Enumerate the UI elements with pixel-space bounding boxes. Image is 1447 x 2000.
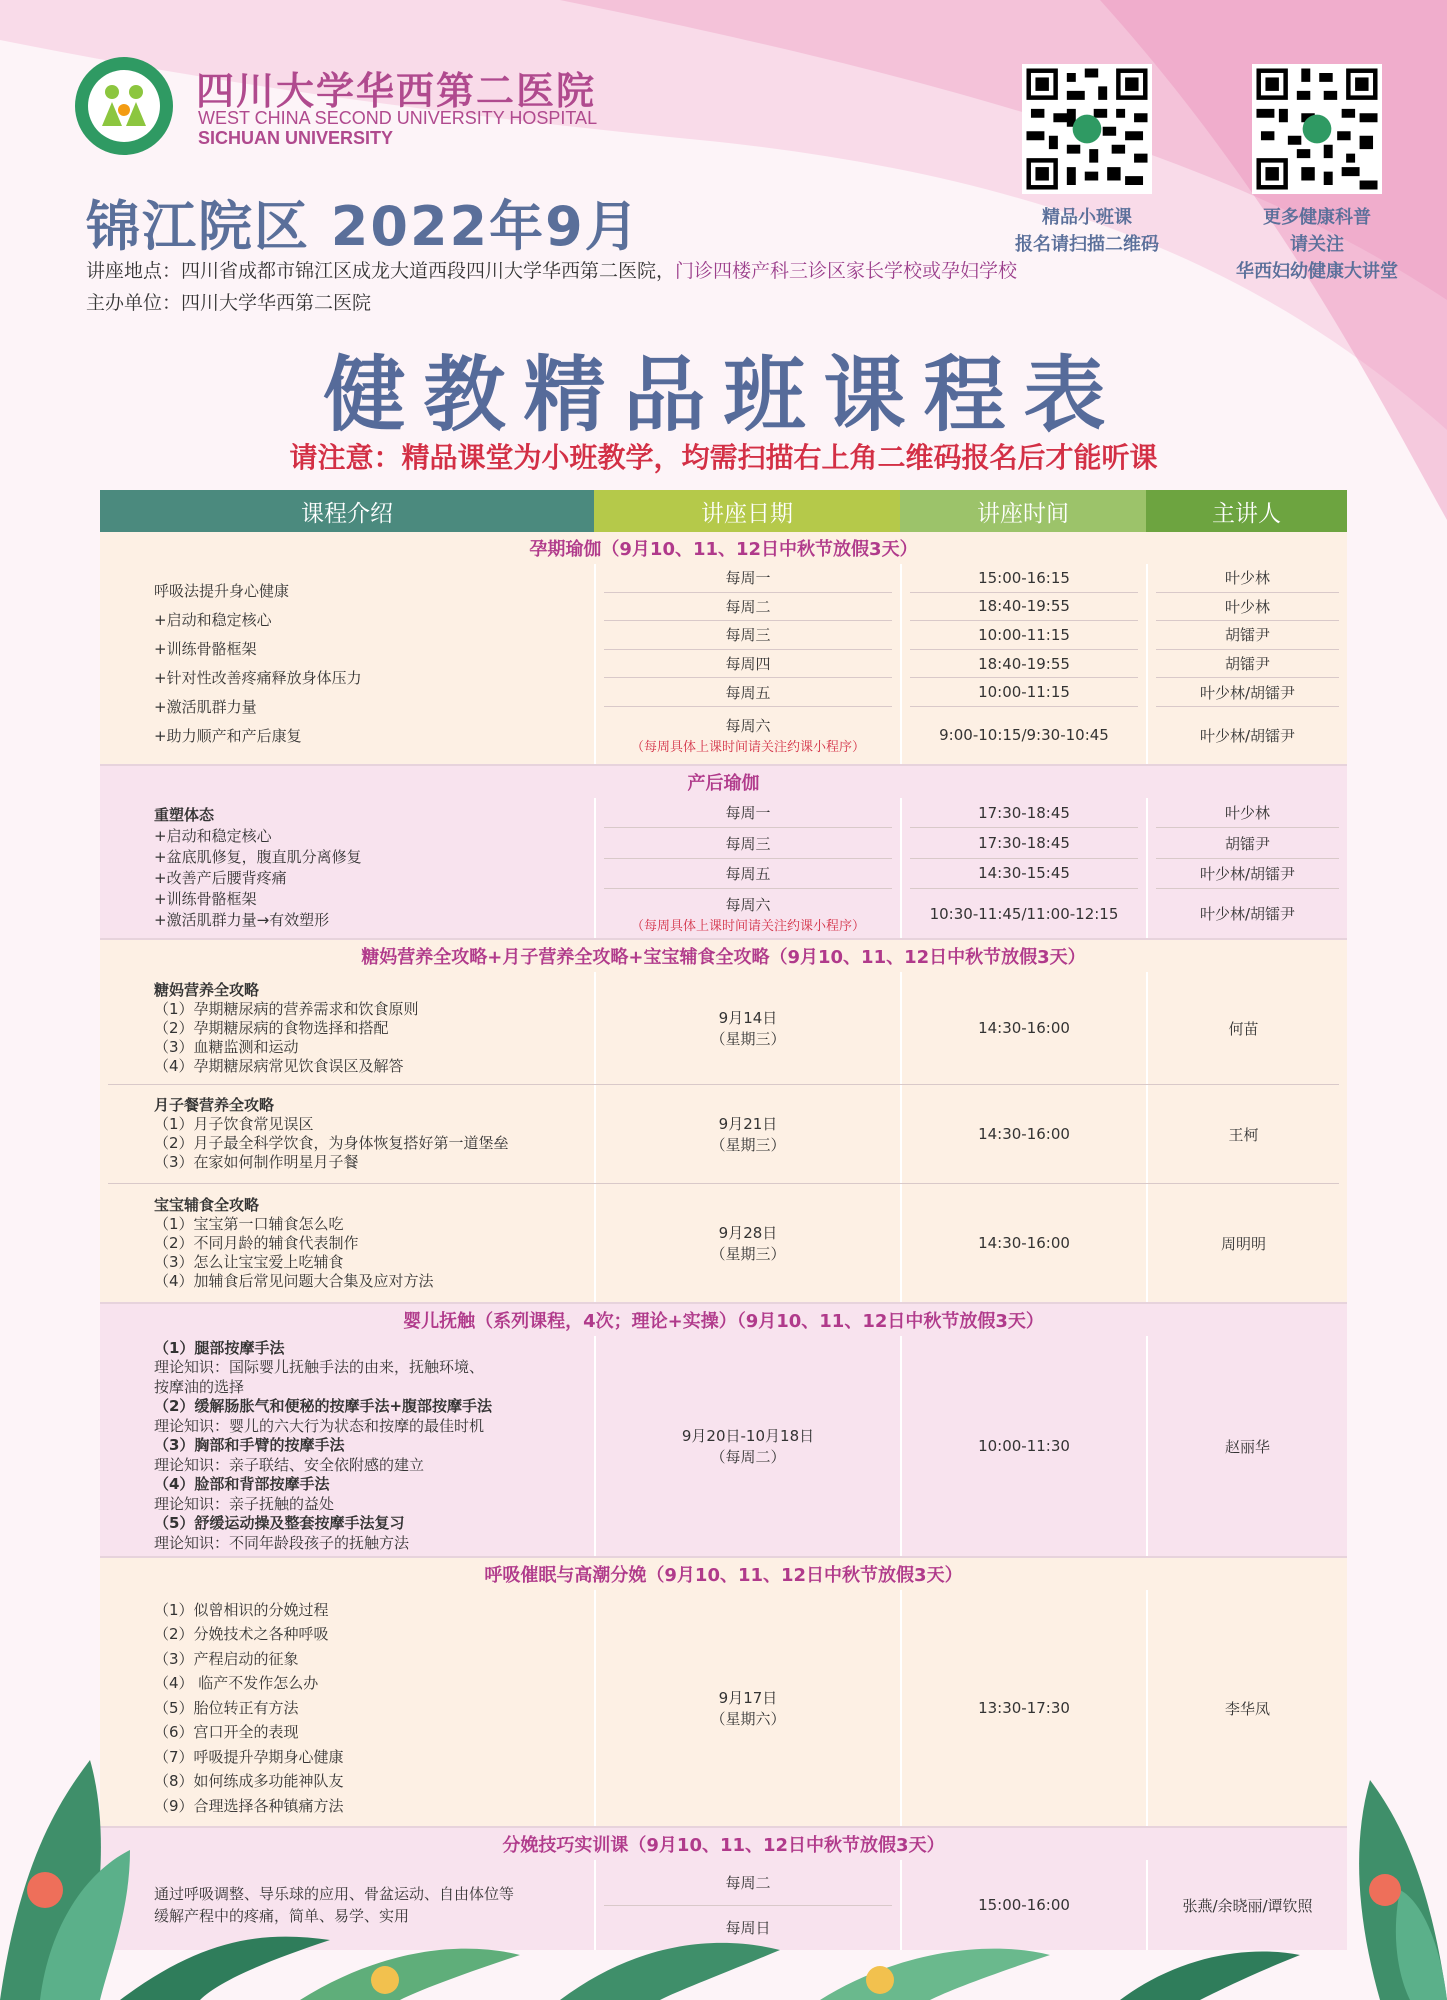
intro-line: （3）在家如何制作明星月子餐 — [154, 1153, 359, 1171]
date-cell: 每周日 — [725, 1919, 771, 1938]
intro-line: （1）月子饮食常见误区 — [154, 1115, 314, 1133]
speaker-cell: 赵丽华 — [1146, 1336, 1347, 1556]
intro-line: （9）合理选择各种镇痛方法 — [154, 1796, 344, 1815]
intro-line: +改善产后腰背疼痛 — [154, 869, 287, 887]
date-text: 9月21日 — [718, 1115, 778, 1133]
hospital-logo — [74, 56, 174, 156]
qr-caption-line: 更多健康科普 — [1263, 207, 1371, 228]
date-text: 每周六 — [725, 717, 771, 736]
intro-line: （2）孕期糖尿病的食物选择和搭配 — [154, 1018, 389, 1037]
section-title: 呼吸催眠与高潮分娩（9月10、11、12日中秋节放假3天） — [484, 1565, 963, 1586]
date-text: 9月14日 — [718, 1009, 778, 1027]
date-cell — [594, 1184, 900, 1302]
section-title: 分娩技巧实训课（9月10、11、12日中秋节放假3天） — [502, 1835, 945, 1856]
date-cell — [604, 707, 892, 764]
venue-highlight: 门诊四楼产科三诊区家长学校或孕妇学校 — [675, 260, 1018, 282]
hospital-name-cn: 四川大学华西第二医院 — [196, 69, 597, 113]
course-intro — [108, 972, 594, 1084]
course-intro — [100, 798, 594, 938]
intro-heading: 重塑体态 — [154, 806, 215, 824]
header-speaker: 主讲人 — [1146, 490, 1347, 532]
intro-line: （3）产程启动的征象 — [154, 1649, 299, 1668]
time-column — [900, 564, 1146, 764]
weekday-text: （星期六） — [710, 1710, 786, 1728]
time-cell: 10:30-11:45/11:00-12:15 — [929, 904, 1119, 923]
date-cell: 每周三 — [604, 828, 892, 858]
section-title: 孕期瑜伽（9月10、11、12日中秋节放假3天） — [529, 539, 918, 560]
weekday-text: （星期三） — [710, 1136, 786, 1154]
intro-line: （2）月子最全科学饮食，为身体恢复搭好第一道堡垒 — [154, 1134, 509, 1152]
signup-qr-code[interactable] — [1022, 64, 1152, 194]
speaker-cell: 叶少林/胡镭尹 — [1156, 859, 1339, 889]
speaker-cell: 王柯 — [1146, 1085, 1339, 1183]
speaker-cell: 张燕/余晓丽/谭钦照 — [1146, 1860, 1347, 1950]
hospital-name-en: WEST CHINA SECOND UNIVERSITY HOSPITAL — [198, 108, 598, 128]
wechat-qr-code[interactable] — [1252, 64, 1382, 194]
intro-line: （5）舒缓运动操及整套按摩手法复习 — [154, 1514, 405, 1533]
intro-line: （2）缓解肠胀气和便秘的按摩手法+腹部按摩手法 — [154, 1397, 493, 1416]
intro-heading: 糖妈营养全攻略 — [154, 980, 260, 999]
campus-date: 锦江院区 2022年9月 — [86, 195, 641, 258]
qr-caption-line: 报名请扫描二维码 — [1015, 234, 1159, 255]
intro-line: （6）宫口开全的表现 — [154, 1723, 299, 1742]
speaker-column — [1146, 798, 1347, 938]
time-cell: 15:00-16:00 — [900, 1860, 1146, 1950]
date-cell: 每周五 — [604, 678, 892, 707]
speaker-cell: 叶少林/胡镭尹 — [1199, 905, 1296, 924]
time-cell: 10:00-11:15 — [910, 621, 1138, 650]
time-cell: 14:30-16:00 — [900, 1085, 1146, 1183]
intro-line: 理论知识：国际婴儿抚触手法的由来，抚触环境、 — [154, 1358, 485, 1377]
table-row — [108, 1085, 1339, 1184]
speaker-cell: 叶少林 — [1156, 564, 1339, 593]
time-cell: 9:00-10:15/9:30-10:45 — [939, 726, 1109, 745]
speaker-cell: 胡镭尹 — [1156, 650, 1339, 679]
qr-caption-line: 精品小班课 — [1042, 207, 1132, 228]
intro-line: （4）脸部和背部按摩手法 — [154, 1475, 330, 1494]
course-intro — [100, 564, 594, 764]
date-text: 9月28日 — [718, 1224, 778, 1242]
speaker-cell: 何苗 — [1146, 972, 1339, 1084]
time-cell: 13:30-17:30 — [900, 1590, 1146, 1826]
intro-line: +助力顺产和产后康复 — [154, 727, 302, 745]
venue-label: 讲座地点： — [86, 260, 182, 282]
organizer-text: 四川大学华西第二医院 — [181, 292, 372, 314]
course-table — [100, 490, 1347, 1950]
organizer-line — [86, 288, 371, 315]
time-cell: 10:00-11:15 — [910, 678, 1138, 707]
intro-line: （4） 临产不发作怎么办 — [154, 1674, 319, 1693]
time-cell: 14:30-15:45 — [910, 859, 1138, 889]
time-cell: 14:30-16:00 — [900, 1184, 1146, 1302]
header-date: 讲座日期 — [594, 490, 900, 532]
date-text: 9月20日-10月18日 — [681, 1427, 815, 1445]
date-text: 9月17日 — [718, 1689, 778, 1707]
intro-line: 理论知识：婴儿的六大行为状态和按摩的最佳时机 — [154, 1416, 485, 1435]
weekday-text: （每周二） — [710, 1448, 786, 1466]
section-prenatal-yoga — [100, 532, 1347, 766]
wechat-qr-caption — [1202, 204, 1432, 285]
schedule-note: （每周具体上课时间请关注约课小程序） — [630, 918, 865, 934]
intro-line: （3）血糖监测和运动 — [154, 1037, 299, 1056]
speaker-cell: 周明明 — [1146, 1184, 1339, 1302]
intro-line: （5）胎位转正有方法 — [154, 1698, 299, 1717]
qr-caption-line: 请关注 — [1290, 234, 1344, 255]
speaker-cell: 胡镭尹 — [1156, 828, 1339, 858]
intro-heading: 月子餐营养全攻略 — [154, 1096, 275, 1114]
section-postpartum-yoga — [100, 766, 1347, 940]
intro-line: （4）孕期糖尿病常见饮食误区及解答 — [154, 1056, 404, 1075]
intro-line: （2）不同月龄的辅食代表制作 — [154, 1233, 359, 1252]
table-row — [100, 1336, 1347, 1556]
date-cell — [594, 972, 900, 1084]
qr-caption-line: 华西妇幼健康大讲堂 — [1236, 261, 1398, 282]
time-cell: 17:30-18:45 — [910, 828, 1138, 858]
signup-qr-caption — [972, 204, 1202, 258]
date-cell — [604, 889, 892, 938]
date-cell: 每周二 — [604, 593, 892, 622]
schedule-note: （每周具体上课时间请关注约课小程序） — [630, 740, 865, 756]
table-row — [108, 972, 1339, 1085]
intro-line: +针对性改善疼痛释放身体压力 — [154, 669, 362, 687]
venue-text: 四川省成都市锦江区成龙大道西段四川大学华西第二医院， — [181, 260, 676, 282]
intro-line: （1）孕期糖尿病的营养需求和饮食原则 — [154, 999, 419, 1018]
intro-line: （7）呼吸提升孕期身心健康 — [154, 1747, 344, 1766]
speaker-cell: 李华凤 — [1146, 1590, 1347, 1826]
intro-line: （3）怎么让宝宝爱上吃辅食 — [154, 1252, 344, 1271]
time-cell: 14:30-16:00 — [900, 972, 1146, 1084]
section-nutrition — [100, 940, 1347, 1304]
speaker-cell: 叶少林 — [1156, 593, 1339, 622]
speaker-cell: 叶少林 — [1156, 798, 1339, 828]
table-row — [108, 1184, 1339, 1302]
time-cell: 18:40-19:55 — [910, 593, 1138, 622]
header-time: 讲座时间 — [900, 490, 1146, 532]
intro-line: 理论知识：亲子联结、安全依附感的建立 — [154, 1455, 425, 1474]
intro-line: +启动和稳定核心 — [154, 611, 272, 629]
intro-line: 按摩油的选择 — [154, 1377, 245, 1396]
course-intro — [108, 1184, 594, 1302]
intro-heading: 宝宝辅食全攻略 — [154, 1195, 260, 1214]
intro-line: 缓解产程中的疼痛，简单、易学、实用 — [154, 1907, 410, 1925]
date-cell — [594, 1336, 900, 1556]
intro-line: （8）如何练成多功能神队友 — [154, 1772, 344, 1791]
intro-line: （4）加辅食后常见问题大合集及应对方法 — [154, 1271, 434, 1290]
intro-line: 呼吸法提升身心健康 — [154, 582, 290, 600]
section-title: 产后瑜伽 — [687, 773, 760, 794]
date-cell: 每周二 — [604, 1860, 892, 1906]
speaker-column — [1146, 564, 1347, 764]
intro-line: +盆底肌修复，腹直肌分离修复 — [154, 848, 362, 866]
intro-line: +训练骨骼框架 — [154, 890, 257, 908]
intro-line: （2）分娩技术之各种呼吸 — [154, 1625, 329, 1644]
plant-decoration — [0, 1740, 1447, 2000]
section-title: 婴儿抚触（系列课程，4次；理论+实操）（9月10、11、12日中秋节放假3天） — [403, 1311, 1044, 1332]
date-cell: 每周一 — [604, 564, 892, 593]
table-header — [100, 490, 1347, 532]
course-intro — [100, 1336, 594, 1556]
intro-line: +激活肌群力量 — [154, 698, 257, 716]
venue-line — [86, 256, 1017, 283]
date-column — [594, 564, 900, 764]
intro-line: +训练骨骼框架 — [154, 640, 257, 658]
speaker-cell: 叶少林/胡镭尹 — [1156, 678, 1339, 707]
speaker-cell: 胡镭尹 — [1156, 621, 1339, 650]
speaker-cell: 叶少林/胡镭尹 — [1199, 726, 1296, 745]
time-cell: 18:40-19:55 — [910, 650, 1138, 679]
intro-line: +激活肌群力量→有效塑形 — [154, 911, 330, 929]
intro-line: 理论知识：亲子抚触的益处 — [154, 1494, 335, 1513]
organizer-label: 主办单位： — [86, 292, 182, 314]
weekday-text: （星期三） — [710, 1030, 786, 1048]
registration-notice: 请注意：精品课堂为小班教学，均需扫描右上角二维码报名后才能听课 — [289, 441, 1158, 474]
date-cell — [594, 1085, 900, 1183]
intro-line: （1）腿部按摩手法 — [154, 1338, 285, 1357]
course-intro — [108, 1085, 594, 1183]
section-infant-massage — [100, 1304, 1347, 1558]
time-cell: 10:00-11:30 — [900, 1336, 1146, 1556]
date-cell: 每周四 — [604, 650, 892, 679]
intro-line: 理论知识：不同年龄段孩子的抚触方法 — [154, 1533, 410, 1552]
time-cell: 17:30-18:45 — [910, 798, 1138, 828]
section-title: 糖妈营养全攻略+月子营养全攻略+宝宝辅食全攻略（9月10、11、12日中秋节放假3天） — [361, 947, 1086, 968]
page-title: 健教精品班课程表 — [323, 347, 1124, 443]
university-name-en: SICHUAN UNIVERSITY — [198, 128, 394, 148]
date-cell: 每周一 — [604, 798, 892, 828]
header-course-intro: 课程介绍 — [100, 490, 594, 532]
weekday-text: （星期三） — [710, 1245, 786, 1263]
intro-line: 通过呼吸调整、导乐球的应用、骨盆运动、自由体位等 — [154, 1885, 515, 1903]
intro-line: +启动和稳定核心 — [154, 827, 272, 845]
date-cell: 每周五 — [604, 859, 892, 889]
date-cell: 每周三 — [604, 621, 892, 650]
intro-line: （1）宝宝第一口辅食怎么吃 — [154, 1214, 344, 1233]
intro-line: （3）胸部和手臂的按摩手法 — [154, 1436, 345, 1455]
date-text: 每周六 — [725, 895, 771, 914]
intro-line: （1）似曾相识的分娩过程 — [154, 1600, 329, 1619]
time-column — [900, 798, 1146, 938]
date-column — [594, 798, 900, 938]
time-cell: 15:00-16:15 — [910, 564, 1138, 593]
